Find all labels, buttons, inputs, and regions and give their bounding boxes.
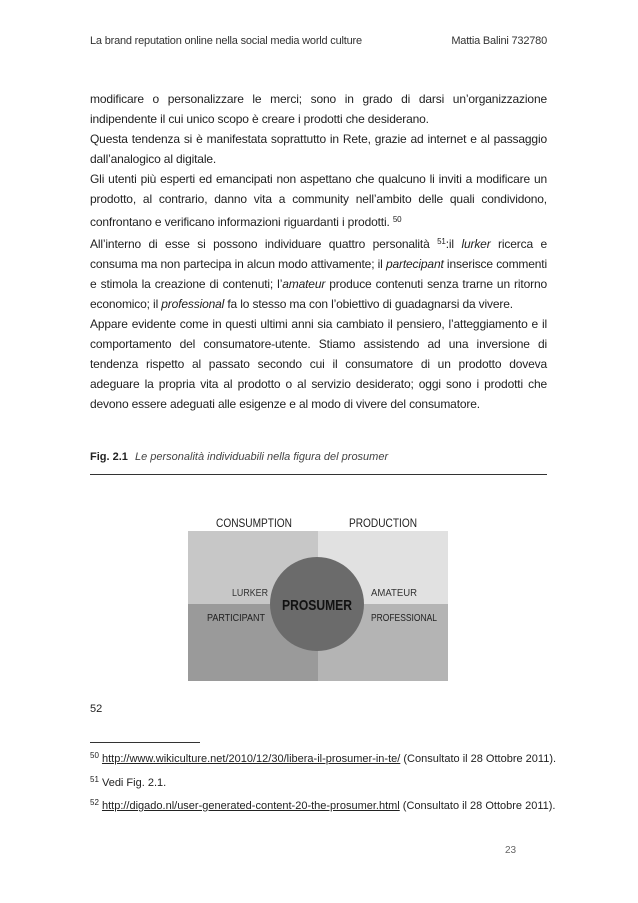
paragraph-text: Questa tendenza si è manifestata soprattutto in Rete, grazie ad internet e al passaggio dall’analogico al digitale. bbox=[90, 132, 547, 167]
italic-term: professional bbox=[161, 296, 225, 311]
footnote-link[interactable]: http://digado.nl/user-generated-content-20-the-prosumer.html bbox=[101, 800, 400, 812]
footnote-rule bbox=[90, 742, 200, 743]
paragraph-text: All’interno di esse si possono individuare quattro personalità bbox=[90, 236, 438, 251]
footnote-number: 50 bbox=[90, 751, 99, 760]
paragraph-text: fa lo stesso ma con l’obiettivo di guadagnarsi da vivere. bbox=[224, 296, 513, 311]
footnote-text: Vedi Fig. 2.1. bbox=[101, 777, 167, 789]
header-title: La brand reputation online nella social media world culture bbox=[90, 35, 362, 47]
italic-term: partecipant bbox=[385, 256, 444, 271]
label-production: PRODUCTION bbox=[349, 517, 417, 530]
paragraph-text: Gli utenti più esperti ed emancipati non aspettano che qualcuno li inviti a modificare un prodotto, al contrario, danno vita a community nell’ambito delle quali condividono, confrontano e verificano informazioni riguardanti i prodotti. bbox=[90, 172, 547, 229]
paragraph bbox=[90, 314, 547, 414]
paragraph-text: Appare evidente come in questi ultimi anni sia cambiato il pensiero, l’atteggiamento e il comportamento del consumatore-utente. Stiamo assistendo ad una inversione di tendenza rispetto al passato secondo cui il consumatore di un prodotto doveva adeguare la propria vita al prodotto o al servizio desiderato; oggi sono i prodotti che devono essere adeguati alle esigenze e al modo di vivere del consumatore. bbox=[90, 317, 547, 412]
label-prosumer: PROSUMER bbox=[282, 597, 353, 614]
footnote-number: 52 bbox=[90, 798, 99, 807]
label-professional: PROFESSIONAL bbox=[371, 613, 438, 624]
figure-caption bbox=[90, 451, 388, 463]
italic-term: lurker bbox=[461, 236, 491, 251]
footnote-link[interactable]: http://www.wikiculture.net/2010/12/30/libera-il-prosumer-in-te/ bbox=[101, 753, 401, 765]
paragraph bbox=[90, 129, 547, 169]
running-header bbox=[90, 35, 547, 51]
page-number: 23 bbox=[505, 845, 517, 856]
footnote-51 bbox=[90, 775, 166, 789]
footnote-50 bbox=[90, 751, 556, 765]
figure-caption-text: Le personalità individuabili nella figura del prosumer bbox=[134, 451, 389, 463]
label-participant: PARTICIPANT bbox=[207, 613, 265, 624]
paragraph bbox=[90, 89, 547, 129]
paragraph bbox=[90, 169, 547, 231]
figure-rule bbox=[90, 474, 547, 475]
label-consumption: CONSUMPTION bbox=[216, 517, 292, 530]
paragraph-text: ricerca e consuma ma non partecipa in alcun modo attivamente; il bbox=[90, 236, 547, 271]
footnote-number: 51 bbox=[90, 775, 99, 784]
label-amateur: AMATEUR bbox=[371, 588, 417, 599]
footnote-text: (Consultato il 28 Ottobre 2011). bbox=[400, 753, 557, 765]
figure-number: Fig. 2.1 bbox=[90, 451, 128, 463]
prosumer-diagram bbox=[188, 517, 448, 681]
paragraph-text: :il bbox=[445, 236, 462, 251]
footnote-marker: 51 bbox=[437, 236, 446, 246]
header-author: Mattia Balini 732780 bbox=[451, 35, 547, 47]
body-text bbox=[90, 89, 547, 415]
figure-footnote-ref: 52 bbox=[90, 703, 103, 715]
paragraph-text: modificare o personalizzare le merci; sono in grado di darsi un’organizzazione indipendente il cui unico scopo è creare i prodotti che desiderano. bbox=[90, 92, 547, 127]
footnote-text: (Consultato il 28 Ottobre 2011). bbox=[399, 800, 556, 812]
footnote-52 bbox=[90, 798, 555, 812]
paragraph-text: produce contenuti senza trarne un ritorno economico; il bbox=[90, 276, 547, 311]
footnote-marker: 50 bbox=[392, 214, 402, 224]
italic-term: amateur bbox=[282, 276, 326, 291]
label-lurker: LURKER bbox=[232, 588, 268, 599]
paragraph-text: inserisce commenti e stimola la creazione di contenuti; l’ bbox=[90, 256, 548, 291]
paragraph bbox=[90, 232, 547, 314]
